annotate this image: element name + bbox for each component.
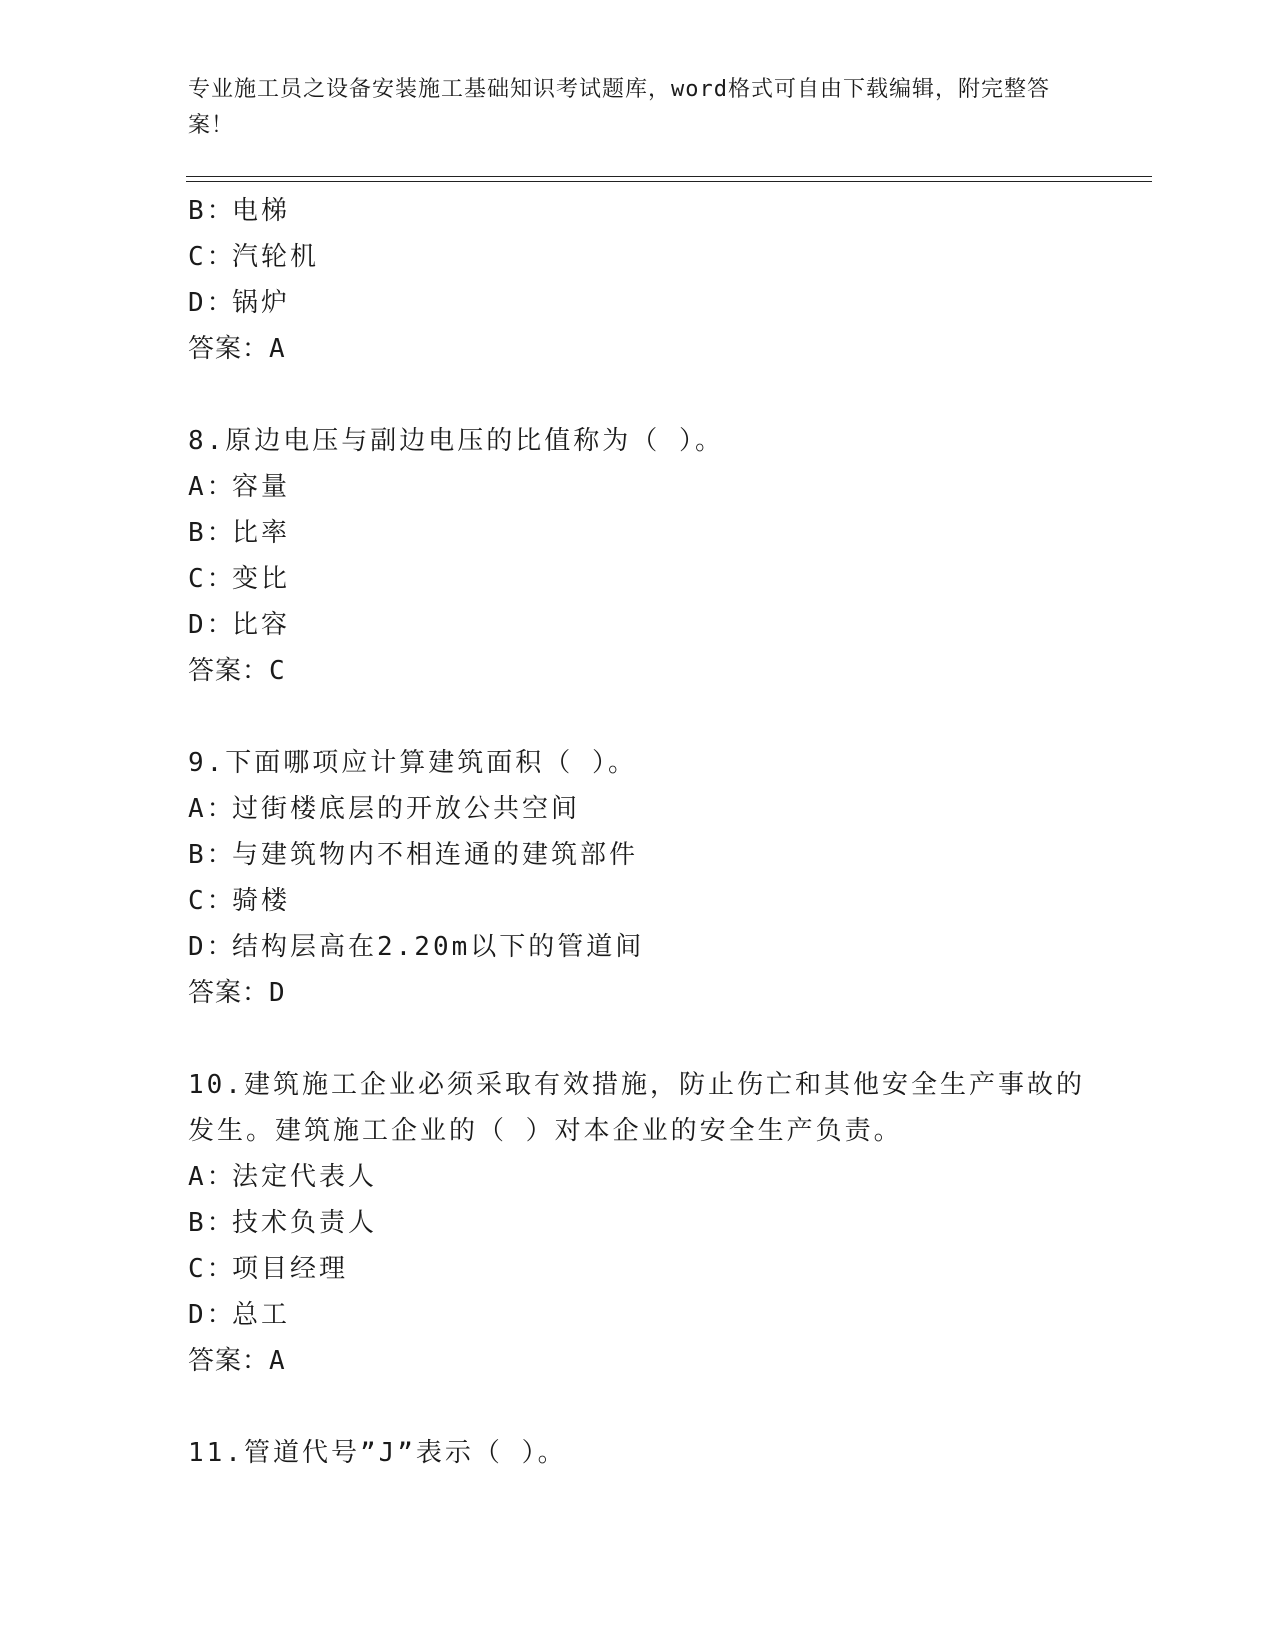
answer-label: 答案：: [188, 656, 270, 686]
option-key: A：: [188, 472, 236, 502]
option-text: 结构层高在2.20m以下的管道间: [232, 932, 645, 962]
option-row: [188, 786, 1088, 832]
option-key: C：: [188, 1254, 236, 1284]
option-key: D：: [188, 288, 236, 318]
answer-row: [188, 970, 1088, 1016]
question-list: [188, 188, 1088, 1476]
option-text: 法定代表人: [232, 1162, 378, 1192]
answer-row: [188, 648, 1088, 694]
option-key: A：: [188, 794, 236, 824]
option-text: 项目经理: [232, 1254, 349, 1284]
option-row: [188, 924, 1088, 970]
option-text: 容量: [232, 472, 291, 502]
option-text: 变比: [232, 564, 291, 594]
option-text: 电梯: [232, 196, 291, 226]
option-key: D：: [188, 932, 236, 962]
option-row: [188, 832, 1088, 878]
option-row: [188, 556, 1088, 602]
answer-label: 答案：: [188, 334, 270, 364]
option-key: B：: [188, 196, 236, 226]
option-key: C：: [188, 886, 236, 916]
option-row: [188, 602, 1088, 648]
spacer: [188, 694, 1088, 740]
question-stem: 11.管道代号”J”表示（ ）。: [188, 1438, 567, 1468]
option-row: [188, 188, 1088, 234]
option-text: 比容: [232, 610, 291, 640]
option-text: 汽轮机: [232, 242, 320, 272]
option-text: 与建筑物内不相连通的建筑部件: [232, 840, 639, 870]
option-key: B：: [188, 840, 236, 870]
option-text: 过街楼底层的开放公共空间: [232, 794, 581, 824]
spacer: [188, 372, 1088, 418]
option-row: [188, 510, 1088, 556]
option-text: 总工: [232, 1300, 291, 1330]
option-key: C：: [188, 242, 236, 272]
option-text: 锅炉: [232, 288, 291, 318]
option-text: 技术负责人: [232, 1208, 378, 1238]
option-key: A：: [188, 1162, 236, 1192]
header-divider-bottom: [186, 181, 1152, 182]
answer-label: 答案：: [188, 978, 270, 1008]
option-key: D：: [188, 610, 236, 640]
option-row: [188, 1246, 1088, 1292]
answer-value: C: [269, 656, 288, 686]
option-row: [188, 1292, 1088, 1338]
answer-value: D: [269, 978, 288, 1008]
option-text: 比率: [232, 518, 291, 548]
spacer: [188, 1016, 1088, 1062]
option-key: D：: [188, 1300, 236, 1330]
option-row: [188, 280, 1088, 326]
option-key: C：: [188, 564, 236, 594]
answer-row: [188, 1338, 1088, 1384]
option-key: B：: [188, 518, 236, 548]
answer-value: A: [269, 334, 288, 364]
option-row: [188, 1154, 1088, 1200]
option-row: [188, 878, 1088, 924]
option-row: [188, 1200, 1088, 1246]
question-stem: 9.下面哪项应计算建筑面积（ ）。: [188, 748, 637, 778]
option-key: B：: [188, 1208, 236, 1238]
header-divider-top: [186, 176, 1152, 177]
question-stem: 10.建筑施工企业必须采取有效措施，防止伤亡和其他安全生产事故的发生。建筑施工企业的（ ）对本企业的安全生产负责。: [188, 1070, 1085, 1146]
option-text: 骑楼: [232, 886, 291, 916]
option-row: [188, 234, 1088, 280]
answer-value: A: [269, 1346, 288, 1376]
answer-row: [188, 326, 1088, 372]
spacer: [188, 1384, 1088, 1430]
document-header-note: 专业施工员之设备安装施工基础知识考试题库，word格式可自由下载编辑，附完整答案！: [188, 77, 1050, 138]
question-stem: 8.原边电压与副边电压的比值称为（ ）。: [188, 426, 724, 456]
option-row: [188, 464, 1088, 510]
answer-label: 答案：: [188, 1346, 270, 1376]
